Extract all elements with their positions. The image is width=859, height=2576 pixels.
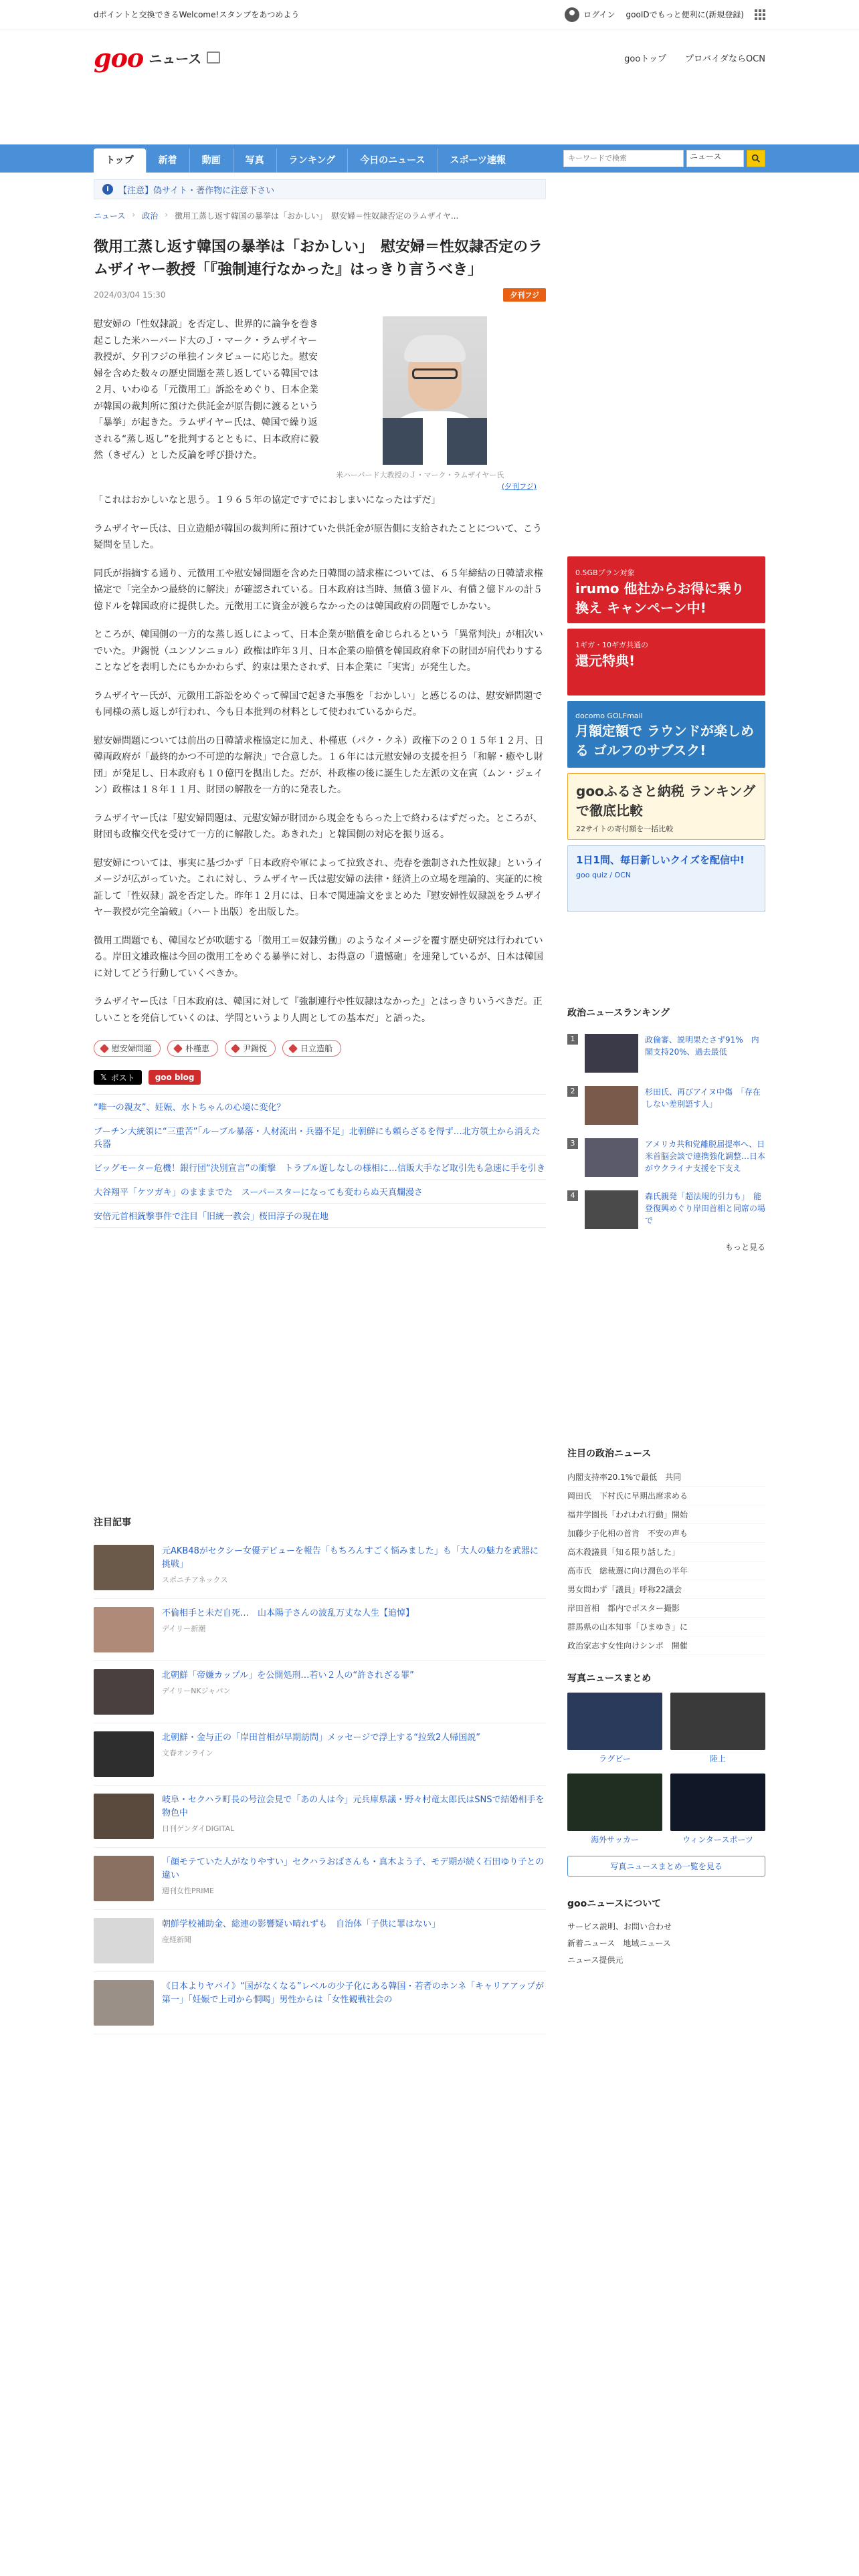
photo-news-item[interactable]: 海外サッカー — [567, 1774, 662, 1845]
article-date: 2024/03/04 15:30 — [94, 290, 166, 300]
article-paragraph: ラムザイヤー氏が、元徴用工訴訟をめぐって韓国で起きた事態を「おかしい」と感じるのは、慰安婦問題でも同様の蒸し返しが行われ、今も日本批判の材料として使われているからだ。 — [94, 690, 543, 718]
thumbnail — [585, 1190, 638, 1229]
goo-id-link[interactable]: gooIDでもっと便利に(新規登録) — [626, 10, 744, 19]
related-link[interactable]: ビッグモーター危機！銀行団“決別宣言”の衝撃 トラブル遊しなしの様相に…信販大手など取引先も急速に手を引き — [94, 1156, 546, 1180]
thumbnail — [94, 1545, 154, 1590]
about-link[interactable]: ニュース提供元 — [567, 1955, 624, 1965]
breadcrumb-politics[interactable]: 政治 — [142, 211, 159, 221]
list-item[interactable]: 加藤少子化相の首肯 不安の声も — [567, 1524, 765, 1543]
list-item[interactable]: 内閣支持率20.1%で最低 共同 — [567, 1468, 765, 1487]
sidebar — [567, 173, 765, 2034]
user-icon — [565, 7, 579, 22]
ad-banner[interactable]: docomo GOLFmail 月額定額で ラウンドが楽しめる ゴルフのサブスク! — [567, 701, 765, 768]
thumbnail — [94, 1918, 154, 1963]
photo-news-list-button[interactable]: 写真ニュースまとめ一覧を見る — [567, 1856, 765, 1876]
list-item[interactable]: 不倫相手と未だ自死… 山本陽子さんの波乱万丈な人生【追悼】 デイリー新潮 — [94, 1599, 546, 1661]
search-button[interactable] — [747, 150, 765, 167]
list-item[interactable]: 岐阜・セクハラ町長の号泣会見で「あの人は今」元兵庫県議・野々村竜太郎氏はSNSで結婚相手を物色中 日刊ゲンダイDIGITAL — [94, 1786, 546, 1848]
tab-today[interactable]: 今日のニュース — [347, 148, 437, 173]
login-button[interactable]: ログイン — [565, 7, 615, 22]
main-nav — [0, 144, 859, 173]
about-section — [567, 1897, 765, 1968]
list-item[interactable]: 政治家志す女性向けシンポ 開催 — [567, 1636, 765, 1655]
about-link[interactable]: サービス説明、お問い合わせ — [567, 1922, 672, 1931]
related-link[interactable]: 安倍元首相銃撃事件で注目「旧統一教会」桜田淳子の現在地 — [94, 1204, 546, 1228]
tag-item[interactable]: 日立造船 — [282, 1040, 341, 1057]
list-item[interactable]: 北朝鮮・金与正の「岸田首相が早期訪問」メッセージで浮上する“拉致2人帰国説” 文春オンライン — [94, 1723, 546, 1786]
tab-ranking[interactable]: ランキング — [276, 148, 348, 173]
ad-banner[interactable]: gooふるさと納税 ランキングで徹底比較 22サイトの寄付額を一括比較 — [567, 773, 765, 840]
caption-source-link[interactable]: (夕刊フジ) — [501, 481, 537, 491]
tag-icon — [100, 1044, 109, 1053]
article-paragraph: ラムザイヤー氏は「日本政府は、韓国に対して『強制連行や性奴隷はなかった』とはっきりいうべきだ。正しいことを発信していくのは、学問というより人間としての基本だ」と語った。 — [94, 996, 543, 1024]
thumbnail — [585, 1086, 638, 1125]
article-paragraph: ところが、韓国側の一方的な蒸し返しによって、日本企業が賠償を命じられるという「異常判決」が相次いでいた。尹錫悦（ユンソンニョル）政権は昨年３月、日本企業の賠償を韓国政府傘下の財団が肩代わりすることなどを表明したにもかかわらず、約束は果たされず、日本企業に「実害」が発生した。 — [94, 629, 543, 673]
newspaper-icon — [207, 51, 220, 64]
section-title: 写真ニュースまとめ — [567, 1673, 652, 1684]
thumbnail — [94, 1669, 154, 1715]
x-icon: 𝕏 — [100, 1073, 107, 1083]
more-link[interactable]: もっと見る — [725, 1243, 765, 1252]
ranking-item[interactable]: 4 森氏親発「超法規的引力も」 能登復興めぐり岸田首相と同席の場で — [567, 1184, 765, 1236]
notice-banner[interactable]: i 【注意】偽サイト・著作物に注意下さい — [94, 179, 546, 199]
search-scope-select[interactable]: ニュース — [686, 150, 744, 167]
goo-news-logo[interactable]: goo ニュース — [94, 43, 220, 73]
promo-link[interactable]: dポイントと交換できるWelcome!スタンプをあつめよう — [94, 10, 300, 19]
ranking-section — [567, 1006, 765, 1253]
source-logo[interactable]: 夕刊フジ — [503, 288, 546, 302]
list-item[interactable]: 群馬県の山本知事「ひまゆき」に — [567, 1618, 765, 1636]
tag-icon — [173, 1044, 183, 1053]
share-x-button[interactable]: 𝕏 ポスト — [94, 1070, 142, 1085]
tag-item[interactable]: 朴槿恵 — [167, 1040, 218, 1057]
info-icon: i — [102, 184, 113, 195]
section-title: 注目の政治ニュース — [567, 1448, 652, 1459]
goo-top-link[interactable]: gooトップ — [624, 53, 666, 64]
list-item[interactable]: 岡田氏 下村氏に早期出席求める — [567, 1487, 765, 1505]
ranking-item[interactable]: 3 アメリカ共和党離脱届提率へ、日米首脳会談で連携強化調整…日本がウクライナ支援を下支え — [567, 1132, 765, 1184]
ad-space-top — [0, 86, 859, 144]
share-goo-blog-button[interactable]: goo blog — [149, 1070, 201, 1085]
article-lead: 慰安婦の「性奴隷説」を否定し、世界的に論争を巻き起こした米ハーバード大のＪ・マーク・ラムザイヤー教授が、夕刊フジの単独インタビューに応じた。慰安婦を含めた数々の歴史問題を蒸し返している韓国では２月、いわゆる「元徴用工」訴訟をめぐり、日本企業が韓国の裁判所に預けた供託金が原告側に渡るという「暴挙」が起きた。ラムザイヤー氏は、韓国で繰り返される“蒸し返し”を批判するとともに、日本政府に毅然（きぜん）とした反論を呼び掛けた。 — [94, 319, 319, 461]
tag-list — [94, 1040, 546, 1057]
article-paragraph: 「これはおかしいなと思う。１９６５年の協定ですでにおしまいになったはずだ」 — [94, 495, 441, 506]
ranking-item[interactable]: 2 杉田氏、再びアイヌ中傷 「存在しない差別語す人」 — [567, 1079, 765, 1132]
list-item[interactable]: 高市氏 総裁選に向け潤色の半年 — [567, 1562, 765, 1580]
list-item[interactable]: 北朝鮮「帝嫌カップル」を公開処刑…若い２人の“許されざる罪” デイリーNKジャパン — [94, 1661, 546, 1723]
article-paragraph: ラムザイヤー氏は「慰安婦問題は、元慰安婦が財団から現金をもらった上で終わるはずだった。ところが、財団も政権交代を受けて一方的に解散した。あきれた」と韓国側の対応を振り返る。 — [94, 813, 543, 841]
thumbnail — [94, 1856, 154, 1901]
site-header — [0, 29, 859, 86]
list-item[interactable]: 元AKB48がセクシー女優デビューを報告「もちろんすごく悩みました」も「大人の魅力を武器に挑戦」 スポニチアネックス — [94, 1537, 546, 1599]
tag-icon — [288, 1044, 298, 1053]
section-title: 政治ニュースランキング — [567, 1008, 670, 1018]
tab-photo[interactable]: 写真 — [233, 148, 276, 173]
photo-news-item[interactable]: 陸上 — [670, 1693, 765, 1764]
tag-icon — [231, 1044, 240, 1053]
about-link[interactable]: 新着ニュース 地域ニュース — [567, 1939, 671, 1948]
breadcrumb: ニュース › 政治 › 徴用工蒸し返す韓国の暴挙は「おかしい」 慰安婦＝性奴隷否定のラムザイヤ... — [94, 210, 459, 221]
related-links — [94, 1094, 546, 1228]
article-paragraph: 同氏が指摘する通り、元徴用工や慰安婦問題を含めた日韓間の請求権については、６５年締結の日韓請求権協定で「完全かつ最終的に解決」が確認されている。日本政府は当時、無償３億ドル、有償２億ドルの計５億ドルを韓国政府に提供した。元徴用工に資金が渡らなかったのは韓国政府の問題でしかない。 — [94, 568, 543, 612]
photo-news-section — [567, 1671, 765, 1876]
ranking-item[interactable]: 1 政倫審、説明果たさず91% 内閣支持20%、過去最低 — [567, 1027, 765, 1079]
section-title: gooニュースについて — [567, 1899, 662, 1909]
thumbnail — [585, 1138, 638, 1177]
tag-item[interactable]: 慰安婦問題 — [94, 1040, 161, 1057]
ad-banner[interactable]: 1日1問、毎日新しいクイズを配信中! goo quiz / OCN — [567, 845, 765, 912]
politics-news-list — [567, 1446, 765, 1655]
list-item[interactable]: 男女問わず「議員」呼称22議会 — [567, 1580, 765, 1599]
list-item[interactable]: 「顔モテていた人がなりやすい」セクハラおばさんも・真木よう子、モデ期が続く石田ゆり子との違い 週刊女性PRIME — [94, 1848, 546, 1910]
breadcrumb-current: 徴用工蒸し返す韓国の暴挙は「おかしい」 慰安婦＝性奴隷否定のラムザイヤ... — [175, 211, 459, 221]
section-title: 注目記事 — [94, 1517, 131, 1529]
share-buttons — [94, 1070, 546, 1085]
photo-caption: 米ハーバード大教授のＪ・マーク・ラムザイヤー氏 (夕刊フジ) — [336, 470, 537, 492]
article-paragraph: 慰安婦については、事実に基づかず「日本政府や軍によって拉致され、売春を強制された性奴隷」というイメージが広がっていた。これに対し、ラムザイヤー氏は慰安婦の法律・経済上の立場を理論的、実証的に検証して「性奴隷」説を否定した。昨年１２月には、日本で関連論文をまとめた『慰安婦性奴隷説をラムザイヤー教授が完全論破』（ハート出版）を出版した。 — [94, 857, 544, 918]
photo-news-item[interactable]: ラグビー — [567, 1693, 662, 1764]
article-figure — [336, 316, 537, 492]
article-body — [94, 316, 546, 1027]
article-paragraph: 徴用工問題でも、韓国などが吹聴する「徴用工＝奴隷労働」のようなイメージを覆す歴史研究は行われている。岸田文雄政権は今回の徴用工をめぐる暴挙に対し、お得意の「遺憾砲」を連発しているが、日本は韓国に対してどう行動していくべきか。 — [94, 935, 543, 979]
topbar — [0, 0, 859, 29]
breadcrumb-news[interactable]: ニュース — [94, 211, 126, 221]
thumbnail — [94, 1980, 154, 2026]
ad-banner[interactable]: 0.5GBプラン対象 irumo 他社からお得に乗り換え キャンペーン中! — [567, 556, 765, 623]
article-title: 徴用工蒸し返す韓国の暴挙は「おかしい」 慰安婦＝性奴隷否定のラムザイヤー教授「『強制連行なかった』はっきり言うべき」 — [94, 239, 543, 279]
tab-top[interactable]: トップ — [94, 148, 146, 173]
thumbnail — [94, 1794, 154, 1839]
tag-item[interactable]: 尹錫悦 — [225, 1040, 276, 1057]
article-paragraph: 慰安婦問題については前出の日韓請求権協定に加え、朴槿恵（パク・クネ）政権下の２０１５年１２月、日韓両政府が「最終的かつ不可逆的な解決」で合意した。１６年には元慰安婦の支援を担う「和解・癒やし財団」が発足し、日本政府も１０億円を拠出した。だが、朴政権の後に誕生した左派の文在寅（ムン・ジェイン）政権は１８年１１月、財団の解散を一方的に発表した。 — [94, 735, 544, 796]
ocn-provider-link[interactable]: プロバイダならOCN — [684, 53, 765, 64]
main-column — [94, 173, 546, 2034]
ad-banner[interactable]: 1ギガ・10ギガ共通の 還元特典! — [567, 629, 765, 695]
search-input[interactable] — [563, 150, 684, 167]
ramseyer-photo[interactable] — [383, 316, 487, 465]
tab-sports[interactable]: スポーツ速報 — [438, 148, 518, 173]
tab-video[interactable]: 動画 — [189, 148, 233, 173]
list-item[interactable]: 《日本よりヤバイ》“国がなくなる”レベルの少子化にある韓国・若者のホンネ「キャリアアップが第一」「妊娠で上司から恫喝」男性からは「女性観戦社会の — [94, 1972, 546, 2034]
sidebar-ads — [567, 556, 765, 912]
search-icon — [751, 154, 761, 163]
related-link[interactable]: 大谷翔平「ケツガキ」のまままでた スーパースターになっても変わらぬ天真爛漫さ — [94, 1180, 546, 1204]
thumbnail — [94, 1731, 154, 1777]
related-link[interactable]: “唯一の親友”、妊娠、水トちゃんの心境に変化？ — [94, 1095, 546, 1119]
tab-new[interactable]: 新着 — [146, 148, 189, 173]
list-item[interactable]: 岸田首相 都内でポスター撮影 — [567, 1599, 765, 1618]
list-item[interactable]: 高木殺議員「知る限り話した」 — [567, 1543, 765, 1562]
attention-section — [94, 1515, 546, 2034]
thumbnail — [585, 1034, 638, 1073]
related-link[interactable]: プーチン大統領に“三重苦”「ルーブル暴落・人材流出・兵器不足」北朝鮮にも頼らざるを得ず…北方領土から消えた兵器 — [94, 1119, 546, 1156]
apps-grid-icon[interactable] — [755, 9, 765, 20]
thumbnail — [94, 1607, 154, 1652]
photo-news-item[interactable]: ウィンタースポーツ — [670, 1774, 765, 1845]
list-item[interactable]: 朝鮮学校補助金、総連の影響疑い晴れずも 自治体「子供に罪はない」 産経新聞 — [94, 1910, 546, 1972]
list-item[interactable]: 福井学園長「われわれ行動」開始 — [567, 1505, 765, 1524]
article-paragraph: ラムザイヤー氏は、日立造船が韓国の裁判所に預けていた供託金が原告側に支給されたことについて、こう疑問を呈した。 — [94, 523, 543, 551]
